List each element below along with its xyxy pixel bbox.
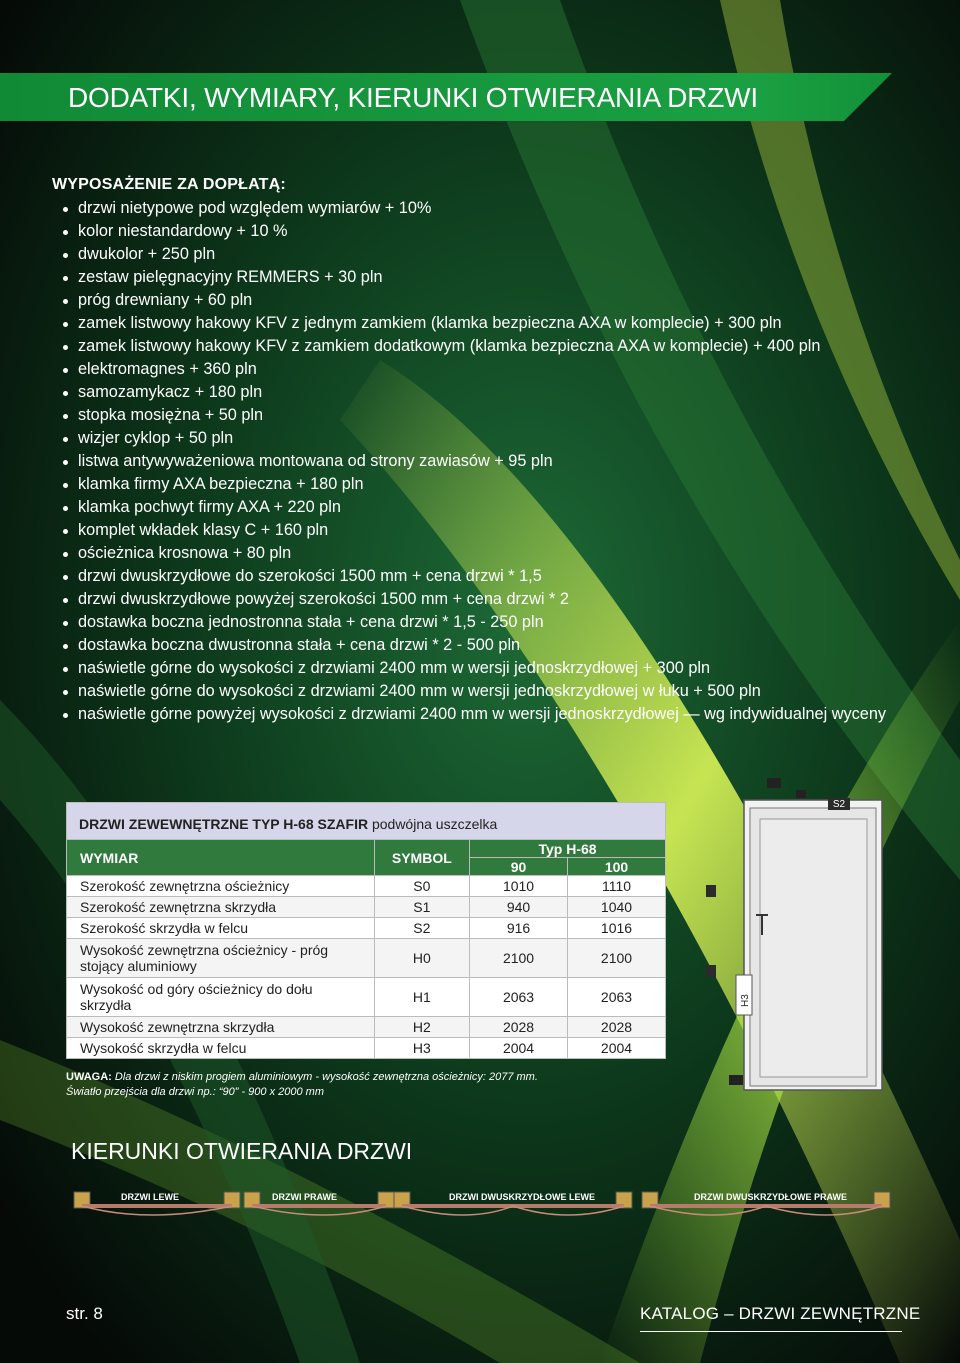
table-caption [67,803,666,840]
column-header-symbol: SYMBOL [374,840,469,876]
table-row [67,897,666,918]
label-door-right: DRZWI PRAWE [272,1192,337,1202]
dimension-marker [706,965,716,977]
table-cell-label: Wysokość zewnętrzna skrzydła [67,1017,375,1038]
note-line-1: Dla drzwi z niskim progiem aluminiowym - wysokość zewnętrzna ościeżnicy: 2077 mm. [111,1071,538,1083]
extras-heading: WYPOSAŻENIE ZA DOPŁATĄ: [52,176,286,193]
table-caption-suffix: podwójna uszczelka [368,816,498,832]
dimension-marker [796,790,806,798]
directions-title: KIERUNKI OTWIERANIA DRZWI [71,1138,413,1164]
table-cell-90: 2100 [470,939,568,978]
table-row [67,1038,666,1059]
list-item: zestaw pielęgnacyjny REMMERS + 30 pln [60,266,900,289]
table-cell-100: 2004 [568,1038,666,1059]
table-cell-label: Wysokość skrzydła w felcu [67,1038,375,1059]
table-cell-label: Szerokość zewnętrzna ościeżnicy [67,876,375,897]
list-item: samozamykacz + 180 pln [60,381,900,404]
list-item: drzwi nietypowe pod względem wymiarów + 10% [60,197,900,220]
list-item: kolor niestandardowy + 10 % [60,220,900,243]
table-cell-90: 1010 [470,876,568,897]
table-cell-90: 2004 [470,1038,568,1059]
note-line-2: Światło przejścia dla drzwi np.: “90” - 900 x 2000 mm [66,1086,324,1098]
list-item: klamka firmy AXA bezpieczna + 180 pln [60,473,900,496]
table-row [67,978,666,1017]
list-item: komplet wkładek klasy C + 160 pln [60,519,900,542]
table-cell-label: Wysokość od góry ościeżnicy do dołu skrzydła [67,978,375,1017]
table-cell-90: 940 [470,897,568,918]
list-item: listwa antywyważeniowa montowana od strony zawiasów + 95 pln [60,450,900,473]
table-cell-100: 1040 [568,897,666,918]
page-number: str. 8 [66,1304,103,1323]
column-header-100: 100 [568,858,666,876]
h3-label: H3 [740,994,751,1007]
table-row [67,1017,666,1038]
list-item: drzwi dwuskrzydłowe powyżej szerokości 1500 mm + cena drzwi * 2 [60,588,900,611]
table-cell-100: 1110 [568,876,666,897]
list-item: drzwi dwuskrzydłowe do szerokości 1500 mm + cena drzwi * 1,5 [60,565,900,588]
door-schematic [700,775,900,1095]
dimension-marker [706,885,716,897]
table-cell-90: 2028 [470,1017,568,1038]
table-cell-label: Szerokość zewnętrzna skrzydła [67,897,375,918]
table-cell-symbol: H0 [374,939,469,978]
table-cell-symbol: S2 [374,918,469,939]
list-item: zamek listwowy hakowy KFV z jednym zamkiem (klamka bezpieczna AXA w komplecie) + 300 pln [60,312,900,335]
table-cell-label: Wysokość zewnętrzna ościeżnicy - próg stojący aluminiowy [67,939,375,978]
opening-directions [68,1180,898,1230]
list-item: ościeżnica krosnowa + 80 pln [60,542,900,565]
table-cell-90: 916 [470,918,568,939]
list-item: dostawka boczna dwustronna stała + cena drzwi * 2 - 500 pln [60,634,900,657]
table-row [67,939,666,978]
table-cell-100: 2063 [568,978,666,1017]
list-item: zamek listwowy hakowy KFV z zamkiem dodatkowym (klamka bezpieczna AXA w komplecie) + 400 pln [60,335,900,358]
list-item: naświetle górne do wysokości z drzwiami 2400 mm w wersji jednoskrzydłowej w łuku + 500 pln [60,680,900,703]
table-cell-symbol: S0 [374,876,469,897]
list-item: dwukolor + 250 pln [60,243,900,266]
door-panel [760,819,867,1077]
dimension-marker [729,1075,743,1085]
table-cell-symbol: H2 [374,1017,469,1038]
s2-label: S2 [832,799,846,810]
list-item: dostawka boczna jednostronna stała + cena drzwi * 1,5 - 250 pln [60,611,900,634]
table-cell-label: Szerokość skrzydła w felcu [67,918,375,939]
label-double-door-left: DRZWI DWUSKRZYDŁOWE LEWE [449,1192,595,1202]
list-item: próg drewniany + 60 pln [60,289,900,312]
footer-divider [640,1331,902,1332]
table-cell-symbol: H1 [374,978,469,1017]
column-header-type: Typ H-68 [470,840,666,858]
list-item: naświetle górne powyżej wysokości z drzwiami 2400 mm w wersji jednoskrzydłowej — wg indywidualnej wyceny [60,703,900,726]
dimension-marker [767,778,781,788]
list-item: wizjer cyklop + 50 pln [60,427,900,450]
note [66,1070,538,1100]
table-cell-symbol: H3 [374,1038,469,1059]
table-row [67,876,666,897]
extras-list [60,197,900,726]
table-cell-100: 2028 [568,1017,666,1038]
list-item: naświetle górne do wysokości z drzwiami 2400 mm w wersji jednoskrzydłowej + 300 pln [60,657,900,680]
label-door-left: DRZWI LEWE [121,1192,179,1202]
table-cell-100: 2100 [568,939,666,978]
page-title: DODATKI, WYMIARY, KIERUNKI OTWIERANIA DRZWI [68,82,758,113]
catalog-name: KATALOG – DRZWI ZEWNĘTRZNE [640,1304,921,1323]
list-item: klamka pochwyt firmy AXA + 220 pln [60,496,900,519]
table-cell-symbol: S1 [374,897,469,918]
note-label: UWAGA: [66,1071,112,1083]
table-row [67,918,666,939]
table-cell-100: 1016 [568,918,666,939]
column-header-wymiar: WYMIAR [67,840,375,876]
list-item: elektromagnes + 360 pln [60,358,900,381]
label-double-door-right: DRZWI DWUSKRZYDŁOWE PRAWE [694,1192,847,1202]
list-item: stopka mosiężna + 50 pln [60,404,900,427]
column-header-90: 90 [470,858,568,876]
table-cell-90: 2063 [470,978,568,1017]
table-caption-title: DRZWI ZEWEWNĘTRZNE TYP H-68 SZAFIR [79,816,369,832]
dimensions-table [66,802,666,1059]
